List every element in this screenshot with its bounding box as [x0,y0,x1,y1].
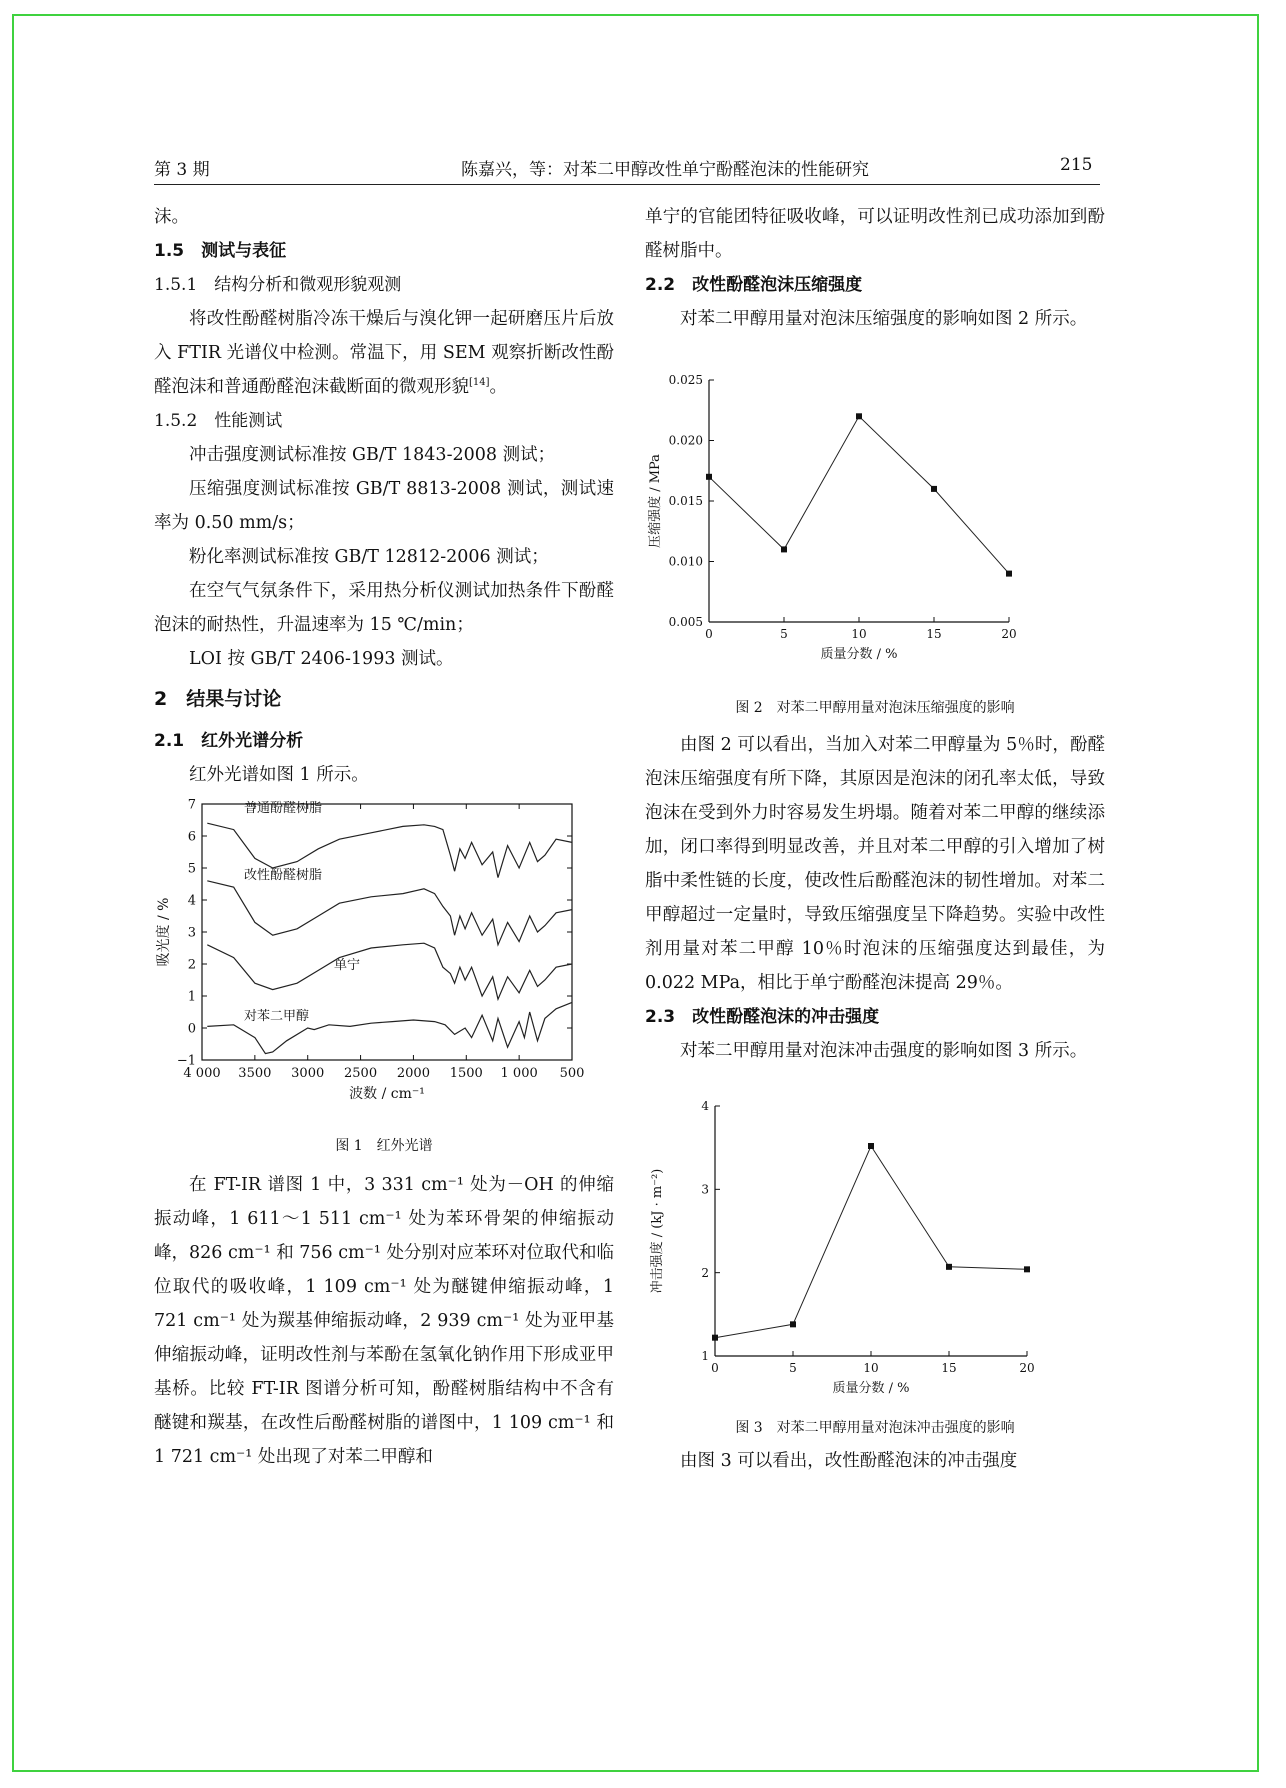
paragraph: LOI 按 GB/T 2406-1993 测试。 [189,649,454,669]
data-point [790,1321,796,1327]
paragraph: 冲击强度测试标准按 GB/T 1843-2008 测试； [189,445,556,465]
paragraph: 单宁的官能团特征吸收峰，可以证明改性剂已成功添加到酚醛树脂中。 [645,207,1105,261]
y-tick-label: 2 [187,957,196,973]
x-tick-label: 5 [789,1361,797,1375]
paragraph: 粉化率测试标准按 GB/T 12812-2006 测试； [189,547,549,567]
x-tick-label: 10 [851,627,867,641]
paragraph: 沫。 [154,207,189,227]
page-number: 215 [1060,155,1093,175]
data-point [706,474,712,480]
figure-2-caption: 图 2 对苯二甲醇用量对泡沫压缩强度的影响 [735,700,1015,716]
y-tick-label: 4 [187,893,196,909]
paragraph: 在 FT-IR 谱图 1 中，3 331 cm⁻¹ 处为－OH 的伸缩振动峰，1 611～1 511 cm⁻¹ 处为苯环骨架的伸缩振动峰，826 cm⁻¹ 和 756 cm⁻¹ 处分别对应苯环对位取代和临位取代的吸收峰，1 109 cm⁻¹ 处为醚键伸缩振动峰，1 721 cm⁻¹ 处为羰基伸缩振动峰，2 939 cm⁻¹ 处为亚甲基伸缩振动峰，证明改性剂与苯酚在氢氧化钠作用下形成亚甲基桥。比较 FT-IR 图谱分析可知，酚醛树脂结构中不含有醚键和羰基，在改性后酚醛树脂的谱图中，1 109 cm⁻¹ 和 1 721 cm⁻¹ 处出现了对苯二甲醇和 [154,1175,614,1467]
data-line [709,416,1009,573]
figure-3-impact-strength [645,1068,1105,1418]
x-tick-label: 4 000 [183,1066,221,1081]
section-heading-1-5: 1.5 测试与表征 [154,241,287,261]
header-rule [154,184,1100,185]
x-tick-label: 15 [941,1361,957,1375]
y-tick-label: 3 [701,1182,709,1197]
paragraph: 由图 3 可以看出，改性酚醛泡沫的冲击强度 [680,1451,1018,1471]
left-column [154,200,614,1474]
subsection-heading-1-5-1: 1.5.1 结构分析和微观形貌观测 [154,275,402,295]
paragraph: 对苯二甲醇用量对泡沫压缩强度的影响如图 2 所示。 [680,309,1088,329]
data-point [1006,571,1012,577]
series-label: 改性酚醛树脂 [244,868,323,884]
x-tick-label: 1 000 [500,1066,538,1081]
figure-2-compressive-strength [645,336,1105,696]
citation: [14] [469,377,490,389]
y-tick-label: 4 [701,1099,709,1114]
series-line-2 [207,881,572,945]
y-tick-label: 3 [187,925,196,941]
y-tick-label: 5 [187,861,196,877]
x-tick-label: 10 [863,1361,879,1375]
figure-3-caption: 图 3 对苯二甲醇用量对泡沫冲击强度的影响 [735,1420,1015,1436]
data-point [856,413,862,419]
series-label: 单宁 [334,957,361,973]
y-tick-label: 0.020 [668,433,703,448]
paragraph: 在空气气氛条件下，采用热分析仪测试加热条件下酚醛泡沫的耐热性，升温速率为 15 ℃/min； [154,581,614,635]
x-tick-label: 2500 [344,1066,378,1081]
data-point [946,1264,952,1270]
y-tick-label: 7 [187,797,196,813]
y-tick-label: 0.005 [668,615,703,630]
x-axis-label: 质量分数 / % [832,1381,910,1396]
series-label: 对苯二甲醇 [244,1009,310,1024]
y-axis-label: 吸光度 / % [156,897,172,967]
journal-issue: 第 3 期 [154,160,210,180]
data-point [1024,1266,1030,1272]
y-tick-label: 0.010 [668,554,703,569]
data-point [868,1143,874,1149]
y-tick-label: 0.025 [668,373,703,388]
y-tick-label: −1 [176,1053,196,1069]
x-tick-label: 3000 [291,1066,325,1081]
y-axis-label: 冲击强度 / (kJ · m⁻²) [650,1168,665,1294]
x-tick-label: 3500 [238,1066,272,1081]
y-tick-label: 2 [701,1265,709,1280]
paragraph: 红外光谱如图 1 所示。 [189,765,369,785]
y-tick-label: 0.015 [668,494,703,509]
x-tick-label: 20 [1019,1361,1035,1375]
x-axis-label: 波数 / cm⁻¹ [349,1086,425,1102]
paragraph: 由图 2 可以看出，当加入对苯二甲醇量为 5％时，酚醛泡沫压缩强度有所下降，其原因是泡沫的闭孔率太低，导致泡沫在受到外力时容易发生坍塌。随着对苯二甲醇的继续添加，闭口率得到明显改善，并且对苯二甲醇的引入增加了树脂中柔性链的长度，使改性后酚醛泡沫的韧性增加。对苯二甲醇超过一定量时，导致压缩强度呈下降趋势。实验中改性剂用量对苯二甲醇 10％时泡沫的压缩强度达到最佳，为 0.022 MPa，相比于单宁酚醛泡沫提高 29％。 [645,735,1105,993]
section-heading-2-3: 2.3 改性酚醛泡沫的冲击强度 [645,1007,880,1027]
section-heading-2: 2 结果与讨论 [154,688,282,710]
series-label: 普通酚醛树脂 [244,801,323,816]
subsection-heading-1-5-2: 1.5.2 性能测试 [154,411,283,431]
figure-1-ir-spectrum [154,792,614,1132]
running-title: 陈嘉兴，等：对苯二甲醇改性单宁酚醛泡沫的性能研究 [461,160,869,180]
x-tick-label: 0 [705,627,713,641]
section-heading-2-2: 2.2 改性酚醛泡沫压缩强度 [645,275,863,295]
paragraph: 对苯二甲醇用量对泡沫冲击强度的影响如图 3 所示。 [680,1041,1088,1061]
figure-1-caption: 图 1 红外光谱 [335,1138,433,1154]
x-tick-label: 15 [926,627,942,641]
x-axis-label: 质量分数 / % [820,647,898,662]
data-point [931,486,937,492]
series-line-3 [207,943,572,999]
data-line [715,1146,1027,1338]
y-tick-label: 1 [187,989,196,1005]
y-tick-label: 6 [187,829,196,845]
x-tick-label: 5 [780,627,788,641]
data-point [781,546,787,552]
paragraph: 将改性酚醛树脂冷冻干燥后与溴化钾一起研磨压片后放入 FTIR 光谱仪中检测。常温下，用 SEM 观察折断改性酚醛泡沫和普通酚醛泡沫截断面的微观形貌[14]。 [154,309,614,397]
x-tick-label: 0 [711,1361,719,1375]
data-point [712,1335,718,1341]
y-tick-label: 0 [187,1021,196,1037]
y-axis-label: 压缩强度 / MPa [648,454,663,548]
x-tick-label: 1500 [449,1066,483,1081]
x-tick-label: 20 [1001,627,1017,641]
y-tick-label: 1 [701,1349,709,1364]
x-tick-label: 500 [559,1066,585,1081]
right-column [645,200,1105,1478]
paragraph: 压缩强度测试标准按 GB/T 8813-2008 测试，测试速率为 0.50 mm/s； [154,479,614,533]
section-heading-2-1: 2.1 红外光谱分析 [154,731,304,751]
x-tick-label: 2000 [396,1066,430,1081]
